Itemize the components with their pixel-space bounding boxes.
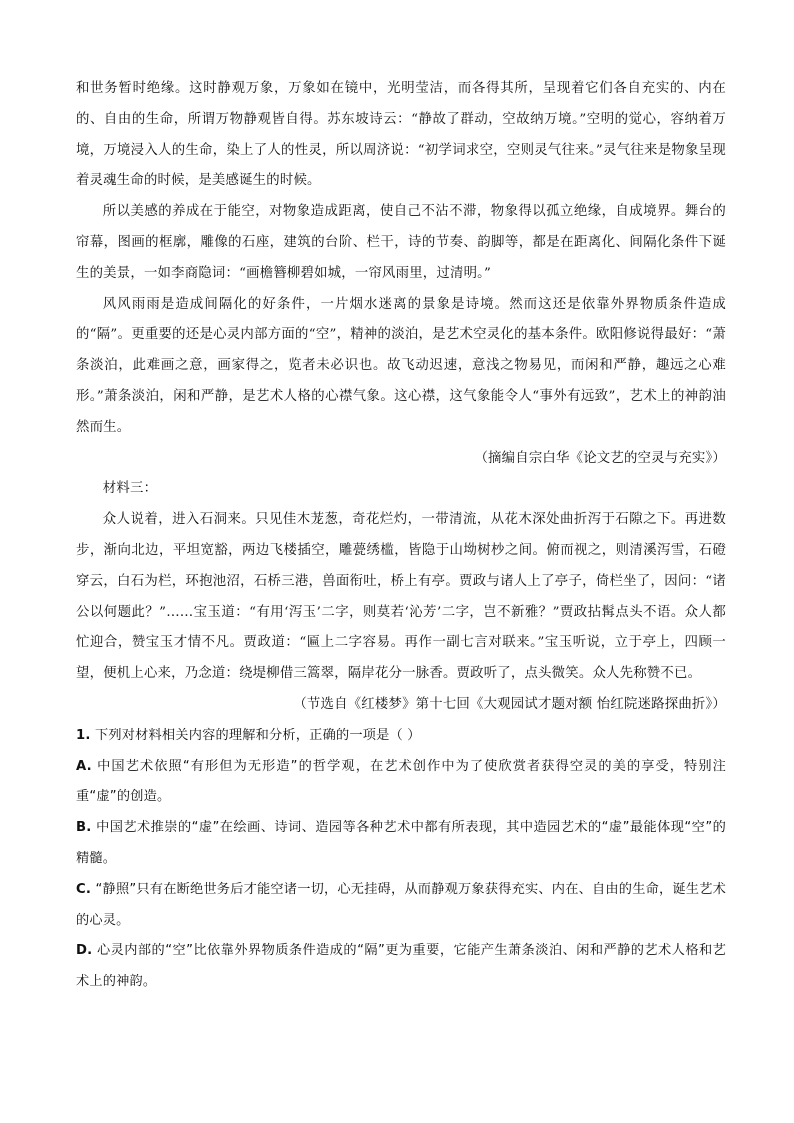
question-stem <box>76 721 726 752</box>
material-two-excerpt <box>76 74 726 474</box>
option-letter: D. <box>76 943 93 959</box>
question-number: 1. <box>76 727 91 743</box>
material-three-source: （节选自《红楼梦》第十七回《大观园试才题对额 怡红院迷路探曲折》） <box>293 696 726 712</box>
option-c[interactable] <box>76 875 726 937</box>
option-text: “静照”只有在断绝世务后才能空诸一切，心无挂碍，从而静观万象获得充实、内在、自由的生命，诞生艺术的心灵。 <box>76 881 726 928</box>
option-letter: B. <box>76 820 92 836</box>
material-three <box>76 474 726 720</box>
material-three-paragraph: 众人说着，进入石洞来。只见佳木茏葱，奇花烂灼，一带清流，从花木深处曲折泻于石隙之下。再进数步，渐向北边，平坦宽豁，两边飞楼插空，雕甍绣槛，皆隐于山坳树杪之间。俯而视之，则清溪泻雪，石磴穿云，白石为栏，环抱池沼，石桥三港，兽面衔吐，桥上有亭。贾政与诸人上了亭子，倚栏坐了，因问：“诸公以何题此？”……宝玉道：“有用‘泻玉’二字，则莫若‘沁芳’二字，岂不新雅？”贾政拈髯点头不语。众人都忙迎合，赞宝玉才情不凡。贾政道：“匾上二字容易。再作一副七言对联来。”宝玉听说，立于亭上，四顾一望，便机上心来，乃念道：绕堤柳借三篙翠，隔岸花分一脉香。贾政听了，点头微笑。众人先称赞不已。 <box>76 512 726 682</box>
paragraph-kong: 所以美感的养成在于能空，对物象造成距离，使自己不沾不滞，物象得以孤立绝缘，自成境界。舞台的帘幕，图画的框廓，雕像的石座，建筑的台阶、栏干，诗的节奏、韵脚等，都是在距离化、间隔化条件下诞生的美景，一如李商隐词：“画檐簪柳碧如城，一帘风雨里，过清明。” <box>76 204 726 281</box>
question-1 <box>76 721 726 998</box>
option-letter: A. <box>76 758 92 774</box>
option-d[interactable] <box>76 936 726 998</box>
option-a[interactable] <box>76 752 726 814</box>
option-text: 中国艺术推崇的“虚”在绘画、诗词、造园等各种艺术中都有所表现，其中造园艺术的“虚”最能体现“空”的精髓。 <box>76 820 726 866</box>
option-text: 心灵内部的“空”比依靠外界物质条件造成的“隔”更为重要，它能产生萧条淡泊、闲和严静的艺术人格和艺术上的神韵。 <box>76 943 726 990</box>
material-three-heading: 材料三： <box>102 481 158 497</box>
document-page <box>76 74 726 998</box>
question-stem-text: 下列对材料相关内容的理解和分析，正确的一项是（ ） <box>90 727 421 743</box>
paragraph-jingzhao: 和世务暂时绝缘。这时静观万象，万象如在镜中，光明莹洁，而各得其所，呈现着它们各自充实的、内在的、自由的生命，所谓万物静观皆自得。苏东坡诗云：“静故了群动，空故纳万境。”空明的觉心，容纳着万境，万境浸入人的生命，染上了人的性灵，所以周济说：“初学词求空，空则灵气往来。”灵气往来是物象呈现着灵魂生命的时候，是美感诞生的时候。 <box>76 81 726 189</box>
option-b[interactable] <box>76 813 726 875</box>
material-two-source: （摘编自宗白华《论文艺的空灵与充实》） <box>474 450 726 466</box>
option-text: 中国艺术依照“有形但为无形造”的哲学观，在艺术创作中为了使欣赏者获得空灵的美的享受，特别注重“虚”的创造。 <box>76 758 726 805</box>
paragraph-ge: 风风雨雨是造成间隔化的好条件，一片烟水迷离的景象是诗境。然而这还是依靠外界物质条件造成的“隔”。更重要的还是心灵内部方面的“空”，精神的淡泊，是艺术空灵化的基本条件。欧阳修说得最好：“萧条淡泊，此难画之意，画家得之，览者未必识也。故飞动迟速，意浅之物易见，而闲和严静，趣远之心难形。”萧条淡泊，闲和严静，是艺术人格的心襟气象。这心襟，这气象能令人“事外有远致”，艺术上的神韵油然而生。 <box>76 296 726 435</box>
option-letter: C. <box>76 881 92 897</box>
